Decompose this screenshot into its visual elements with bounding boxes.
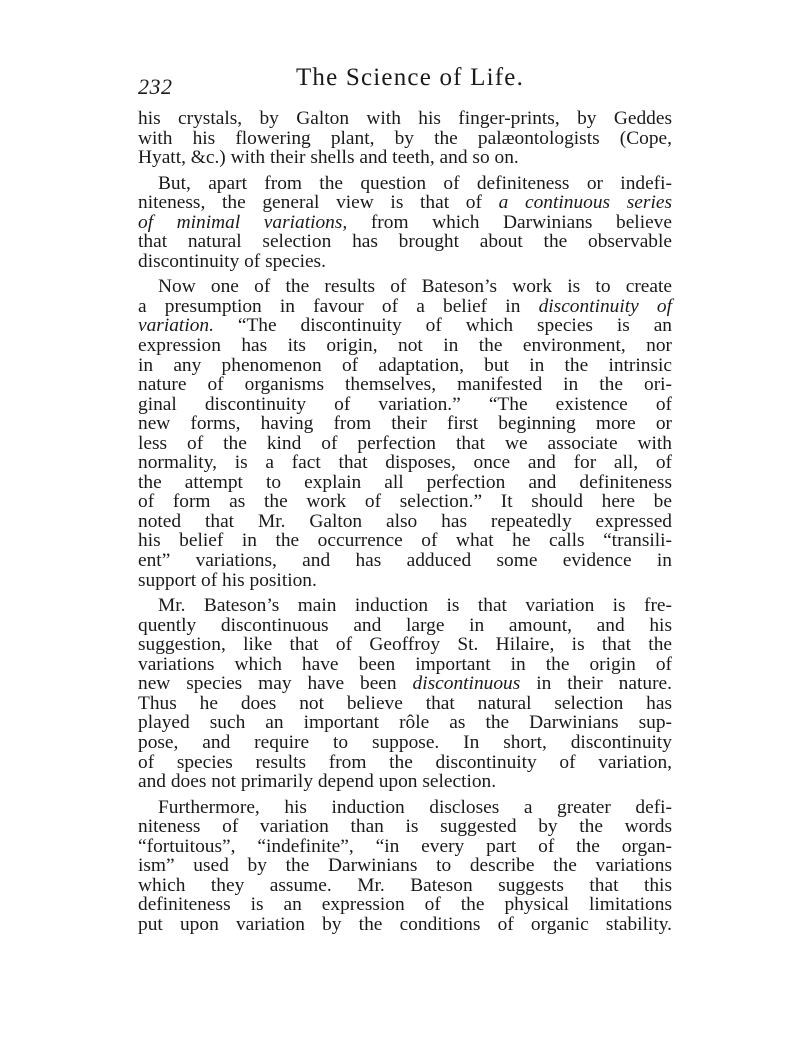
text-line: [138, 492, 672, 512]
line-text: from which Darwinians believe: [347, 211, 672, 233]
line-text: Thus he does not believe that natural selection has: [138, 692, 672, 714]
text-line: [138, 473, 672, 493]
text-line: [138, 316, 672, 336]
text-line: [138, 531, 672, 551]
line-text: new species may have been: [138, 673, 413, 695]
text-line: [138, 837, 672, 857]
italic-phrase: variation.: [138, 315, 214, 337]
line-text: definiteness is an expression of the physical limitations: [138, 894, 672, 916]
line-text: noted that Mr. Galton also has repeatedly expressed: [138, 510, 672, 532]
text-line: [138, 453, 672, 473]
line-text: the attempt to explain all perfection and definiteness: [138, 471, 672, 493]
text-line: [138, 232, 672, 252]
text-line: [138, 414, 672, 434]
line-text: of form as the work of selection.” It should here be: [138, 491, 672, 513]
line-text: a presumption in favour of a belief in: [138, 295, 539, 317]
line-text: of species results from the discontinuity of variation,: [138, 751, 672, 773]
text-line: [138, 713, 672, 733]
text-line: [138, 297, 672, 317]
line-text: in their nature.: [520, 673, 672, 695]
text-line: [138, 616, 672, 636]
text-line: [138, 356, 672, 376]
line-text: less of the kind of perfection that we associate with: [138, 432, 672, 454]
line-text: his crystals, by Galton with his finger-prints, by Geddes: [138, 108, 672, 129]
text-line: [138, 512, 672, 532]
line-text: discontinuity of species.: [138, 250, 326, 272]
text-line: [138, 596, 672, 616]
line-text: his belief in the occurrence of what he calls “transili-: [138, 530, 672, 552]
line-text: niteness, the general view is that of: [138, 192, 499, 214]
page-number: 232: [138, 74, 173, 99]
line-text: with his flowering plant, by the palæontologists (Cope,: [138, 127, 672, 149]
text-line: [138, 571, 672, 591]
text-line: [138, 148, 672, 168]
paragraph: [138, 174, 672, 272]
paragraph: [138, 109, 672, 168]
text-line: [138, 798, 672, 818]
line-text: that natural selection has brought about the observable: [138, 231, 672, 253]
line-text: put upon variation by the conditions of organic stability.: [138, 913, 672, 935]
text-line: [138, 817, 672, 837]
line-text: played such an important rôle as the Darwinians sup-: [138, 712, 672, 734]
line-text: support of his position.: [138, 569, 317, 591]
line-text: “The discontinuity of which species is an: [213, 315, 672, 337]
line-text: niteness of variation than is suggested by the words: [138, 816, 672, 838]
text-line: [138, 277, 672, 297]
text-line: [138, 174, 672, 194]
line-text: and does not primarily depend upon selection.: [138, 771, 497, 793]
text-line: [138, 252, 672, 272]
line-text: normality, is a fact that disposes, once and for all, of: [138, 452, 672, 474]
line-text: Now one of the results of Bateson’s work is to create: [158, 276, 672, 298]
text-line: [138, 655, 672, 675]
text-line: [138, 336, 672, 356]
line-text: But, apart from the question of definiteness or indefi-: [158, 172, 672, 194]
line-text: expression has its origin, not in the environment, nor: [138, 335, 672, 357]
line-text: in any phenomenon of adaptation, but in the intrinsic: [138, 354, 672, 376]
text-line: [138, 694, 672, 714]
line-text: Hyatt, &c.) with their shells and teeth, and so on.: [138, 147, 519, 169]
text-line: [138, 876, 672, 896]
line-text: variations which have been important in the origin of: [138, 653, 672, 675]
italic-phrase: discontinuous: [412, 673, 521, 695]
line-text: ginal discontinuity of variation.” “The existence of: [138, 393, 672, 415]
text-line: [138, 753, 672, 773]
text-line: [138, 635, 672, 655]
page-header: [138, 64, 672, 104]
text-line: [138, 856, 672, 876]
line-text: quently discontinuous and large in amount, and his: [138, 614, 672, 636]
paragraph: [138, 277, 672, 590]
line-text: Furthermore, his induction discloses a greater defi-: [158, 796, 672, 818]
text-line: [138, 915, 672, 935]
text-line: [138, 434, 672, 454]
text-line: [138, 895, 672, 915]
line-text: ent” variations, and has adduced some evidence in: [138, 550, 672, 572]
running-title: The Science of Life.: [295, 64, 525, 91]
line-text: ism” used by the Darwinians to describe the variations: [138, 855, 672, 877]
text-line: [138, 213, 672, 233]
italic-phrase: discontinuity of: [538, 295, 672, 317]
italic-phrase: of minimal variations,: [138, 211, 348, 233]
paragraph: [138, 596, 672, 791]
text-line: [138, 551, 672, 571]
line-text: “fortuitous”, “indefinite”, “in every part of the organ-: [138, 835, 672, 857]
italic-phrase: a continuous series: [498, 192, 672, 214]
text-line: [138, 674, 672, 694]
line-text: which they assume. Mr. Bateson suggests that this: [138, 874, 672, 896]
text-line: [138, 375, 672, 395]
body-text: [138, 109, 672, 934]
text-line: [138, 109, 672, 129]
text-line: [138, 733, 672, 753]
text-line: [138, 129, 672, 149]
line-text: new forms, having from their first beginning more or: [138, 413, 672, 435]
text-line: [138, 772, 672, 792]
line-text: suggestion, like that of Geoffroy St. Hilaire, is that the: [138, 634, 672, 656]
line-text: Mr. Bateson’s main induction is that variation is fre-: [158, 595, 672, 617]
line-text: nature of organisms themselves, manifested in the ori-: [138, 374, 672, 396]
text-line: [138, 193, 672, 213]
line-text: pose, and require to suppose. In short, discontinuity: [138, 731, 672, 753]
text-line: [138, 395, 672, 415]
paragraph: [138, 798, 672, 935]
